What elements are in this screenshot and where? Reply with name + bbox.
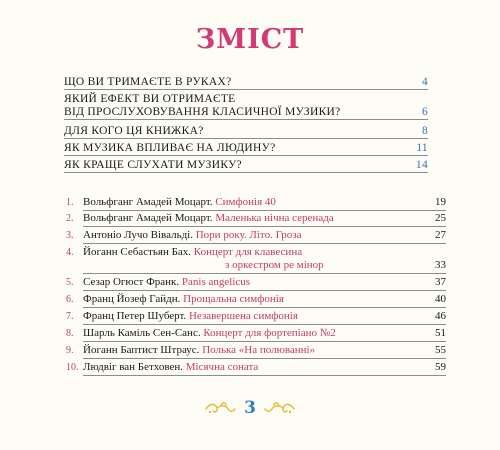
- toc-section-title: ЯК КРАЩЕ СЛУХАТИ МУЗИКУ?: [64, 159, 242, 171]
- piece-page: 59: [435, 361, 446, 373]
- page-number: 3: [244, 398, 256, 418]
- flourish-left-icon: [204, 400, 236, 416]
- toc-section-page: 14: [415, 159, 428, 171]
- piece-work: Маленька нічна серенада: [215, 212, 334, 224]
- page-footer: [0, 398, 500, 418]
- piece-page: 19: [435, 196, 446, 208]
- piece-composer: Людвіг ван Бетховен.: [83, 361, 184, 373]
- piece-number: 5.: [66, 277, 74, 288]
- toc-section-4[interactable]: [64, 142, 428, 156]
- toc-section-5[interactable]: [64, 159, 428, 173]
- piece-composer: Сезар Огюст Франк.: [83, 276, 180, 288]
- toc-section-title-cont: ВІД ПРОСЛУХОВУВАННЯ КЛАСИЧНОЇ МУЗИКИ?: [64, 106, 341, 118]
- piece-work: Симфонія 40: [215, 196, 276, 208]
- piece-work: Концерт для фортепіано №2: [203, 327, 336, 339]
- piece-composer: Йоганн Себастьян Бах.: [83, 246, 192, 258]
- piece-page: 40: [435, 293, 446, 305]
- toc-section-page: 6: [421, 106, 428, 118]
- piece-number: 3.: [66, 230, 74, 241]
- toc-section-title: ЯК МУЗИКА ВПЛИВАЄ НА ЛЮДИНУ?: [64, 142, 276, 154]
- toc-section-title: ДЛЯ КОГО ЦЯ КНИЖКА?: [64, 125, 204, 137]
- piece-composer: Йоганн Баптист Штраус.: [83, 344, 200, 356]
- piece-work: Пори року. Літо. Гроза: [195, 229, 302, 241]
- piece-work-cont: з оркестром ре мінор: [225, 259, 324, 271]
- piece-composer: Франц Петер Шуберт.: [83, 310, 187, 322]
- toc-section-3[interactable]: [64, 125, 428, 139]
- piece-composer: Антоніо Лучо Вівальді.: [83, 229, 193, 241]
- toc-section-title: ЯКИЙ ЕФЕКТ ВИ ОТРИМАЄТЕ: [64, 93, 236, 105]
- piece-page: 33: [435, 259, 446, 271]
- piece-work: Концерт для клавесина: [193, 246, 303, 258]
- piece-work: Полька «На полюванні»: [202, 344, 316, 356]
- piece-composer: Вольфганг Амадей Моцарт.: [83, 196, 213, 208]
- piece-number: 6.: [66, 294, 74, 305]
- piece-work: Panis angelicus: [181, 276, 251, 288]
- piece-work: Місячна соната: [185, 361, 259, 373]
- piece-number: 8.: [66, 328, 74, 339]
- piece-number: 4.: [66, 247, 74, 258]
- toc-section-1[interactable]: [64, 76, 428, 90]
- piece-number: 9.: [66, 345, 74, 356]
- piece-work: Незавершена симфонія: [188, 310, 298, 322]
- toc-section-page: 11: [416, 142, 428, 154]
- piece-number: 7.: [66, 311, 74, 322]
- piece-page: 55: [435, 344, 446, 356]
- page-title: ЗМІСТ: [195, 24, 305, 55]
- toc-section-title: ЩО ВИ ТРИМАЄТЕ В РУКАХ?: [64, 76, 232, 88]
- flourish-right-icon: [264, 400, 296, 416]
- piece-composer: Вольфганг Амадей Моцарт.: [83, 212, 213, 224]
- piece-page: 25: [435, 212, 446, 224]
- piece-page: 46: [435, 310, 446, 322]
- piece-number: 1.: [66, 197, 74, 208]
- piece-composer: Шарль Каміль Сен-Санс.: [83, 327, 201, 339]
- piece-page: 27: [435, 229, 446, 241]
- toc-section-page: 8: [421, 125, 428, 137]
- toc-section-2[interactable]: [64, 93, 428, 120]
- piece-number: 2.: [66, 213, 74, 224]
- piece-number: 10.: [66, 362, 79, 373]
- toc-section-page: 4: [421, 76, 428, 88]
- piece-page: 51: [435, 327, 446, 339]
- piece-page: 37: [435, 276, 446, 288]
- piece-work: Прощальна симфонія: [183, 293, 284, 305]
- piece-composer: Франц Йозеф Гайдн.: [83, 293, 181, 305]
